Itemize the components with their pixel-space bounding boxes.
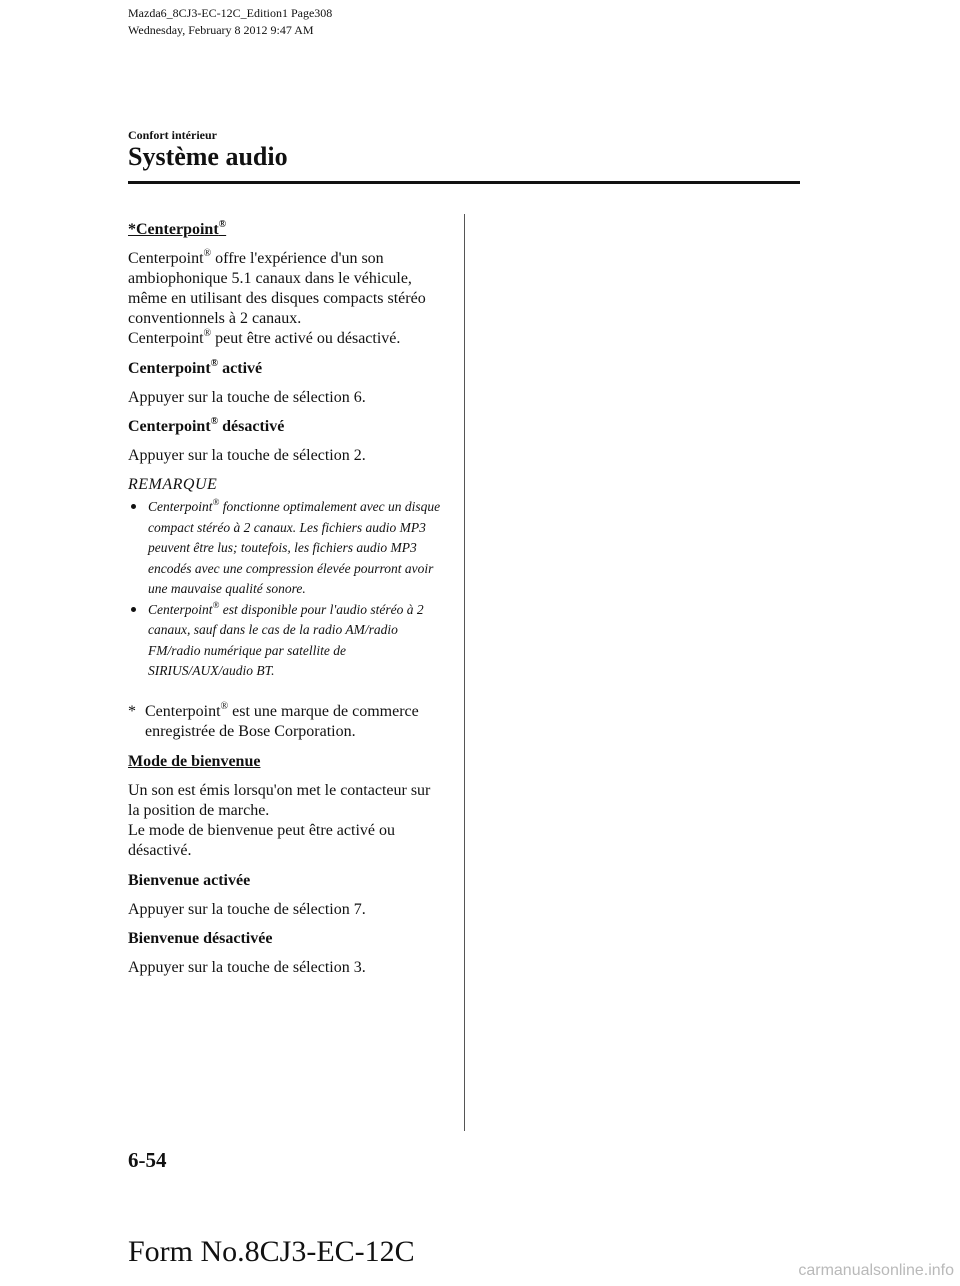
welcome-off-text: Appuyer sur la touche de sélection 3. [128,958,366,976]
registered-mark: ® [212,599,220,610]
registered-mark: ® [203,328,212,339]
registered-mark: ® [212,497,220,507]
centerpoint-heading: *Centerpoint® [128,219,227,238]
print-header-date: Wednesday, February 8 2012 9:47 AM [128,23,314,37]
note-title: REMARQUE [128,476,218,493]
section-label: Confort intérieur [128,128,217,142]
welcome-heading: Mode de bienvenue [128,752,261,770]
note-list [128,497,443,682]
footnote-star: * [128,702,136,720]
bullet-icon [131,607,136,612]
list-item: Centerpoint® est disponible pour l'audio stéréo à 2 canaux, sauf dans le cas de la radio AM/radio FM/radio numérique par satellite de SIRIUS/AUX/audio BT. [128,600,443,682]
registered-mark: ® [218,219,227,230]
centerpoint-off-heading: Centerpoint® désactivé [128,416,285,435]
welcome-off-heading: Bienvenue désactivée [128,929,273,947]
registered-mark: ® [210,358,219,369]
registered-mark: ® [220,700,229,712]
page-number: 6-54 [128,1148,167,1172]
welcome-text: Un son est émis lorsqu'on met le contacteur sur la position de marche. [128,781,431,819]
registered-mark: ® [203,248,212,259]
form-number: Form No.8CJ3-EC-12C [128,1235,415,1268]
registered-mark: ® [210,416,219,427]
centerpoint-on-heading: Centerpoint® activé [128,358,263,377]
centerpoint-on-text: Appuyer sur la touche de sélection 6. [128,389,366,406]
centerpoint-intro: Centerpoint® offre l'expérience d'un son ambiophonique 5.1 canaux dans le véhicule, même en utilisant des disques compacts stéréo conventionnels à 2 canaux. [128,248,426,327]
list-item: Centerpoint® fonctionne optimalement avec un disque compact stéréo à 2 canaux. Les fichiers audio MP3 peuvent être lus; toutefois, les fichiers audio MP3 encodés avec une compression élevée pourront avoir une mauvaise qualité sonore. [128,497,443,600]
bullet-icon [131,504,136,509]
centerpoint-toggle-text: Centerpoint® peut être activé ou désactivé. [128,328,401,347]
welcome-on-text: Appuyer sur la touche de sélection 7. [128,900,366,918]
print-header-file: Mazda6_8CJ3-EC-12C_Edition1 Page308 [128,6,333,20]
trademark-footnote: * Centerpoint® est une marque de commerce enregistrée de Bose Corporation. [128,700,419,740]
welcome-toggle-text: Le mode de bienvenue peut être activé ou désactivé. [128,821,395,859]
centerpoint-off-text: Appuyer sur la touche de sélection 2. [128,447,366,464]
print-header [128,5,332,39]
page-title: Système audio [128,142,288,171]
watermark: carmanualsonline.info [798,1262,954,1279]
welcome-on-heading: Bienvenue activée [128,871,251,889]
left-column [128,220,443,978]
title-rule [128,181,800,184]
column-divider [464,214,465,1131]
